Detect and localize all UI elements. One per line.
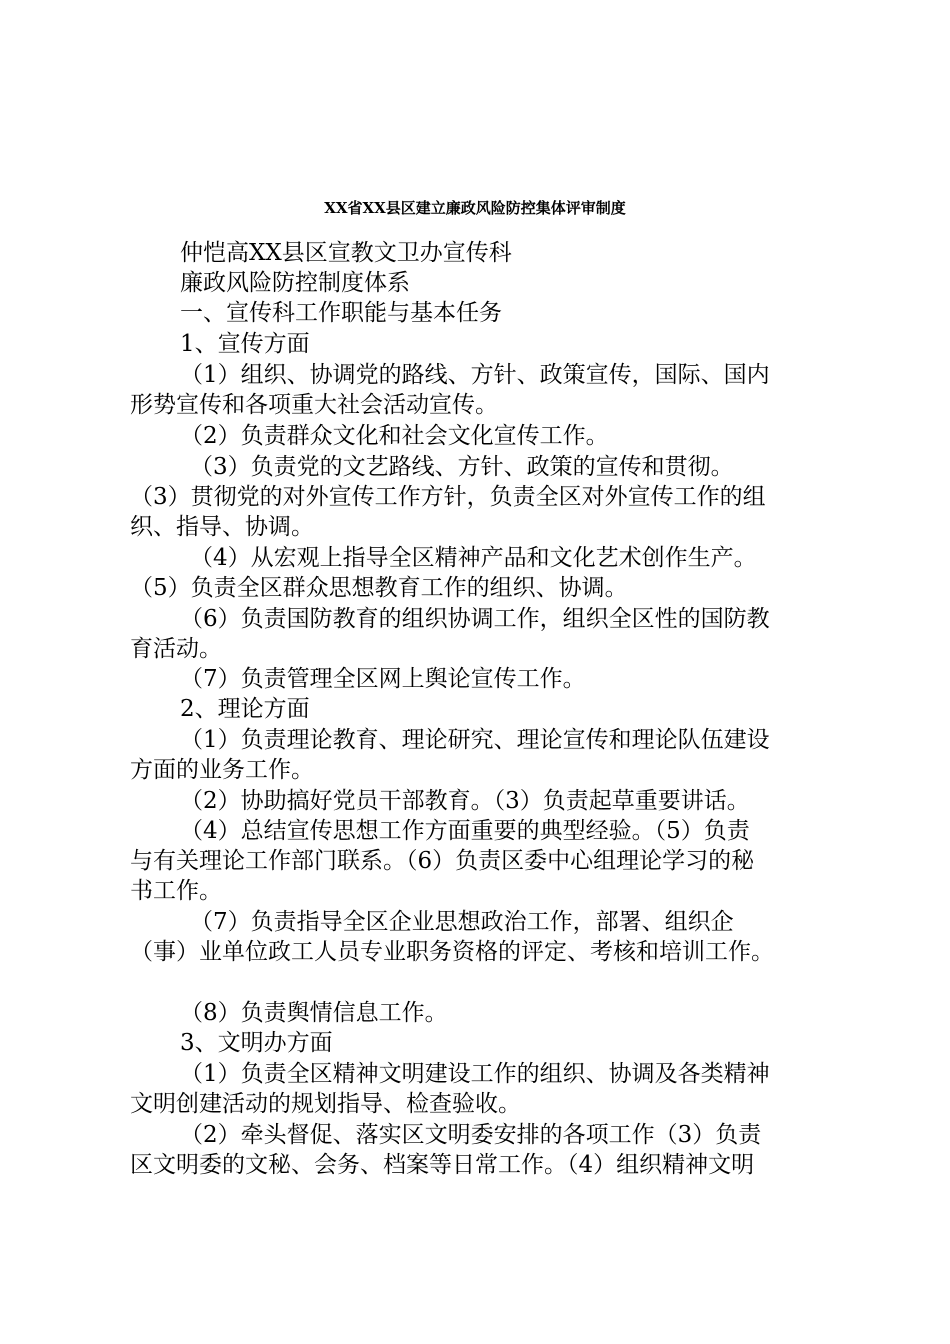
text-line: （6）负责国防教育的组织协调工作，组织全区性的国防教 — [180, 606, 770, 632]
text-line: 廉政风险防控制度体系 — [180, 270, 410, 296]
text-line: （7）负责管理全区网上舆论宣传工作。 — [180, 666, 586, 692]
text-line: （3）负责党的文艺路线、方针、政策的宣传和贯彻。 — [190, 454, 734, 480]
text-line: 育活动。 — [130, 636, 222, 662]
subsection-heading: 1、宣传方面 — [180, 331, 310, 357]
text-line: （1）组织、协调党的路线、方针、政策宣传，国际、国内 — [180, 362, 770, 388]
text-line: （2）牵头督促、落实区文明委安排的各项工作（3）负责 — [180, 1122, 762, 1148]
document-title: XX省XX县区建立廉政风险防控集体评审制度 — [324, 199, 626, 217]
text-line: （1）负责理论教育、理论研究、理论宣传和理论队伍建设 — [180, 727, 770, 753]
text-line: 文明创建活动的规划指导、检查验收。 — [130, 1091, 521, 1117]
text-line: （2）负责群众文化和社会文化宣传工作。 — [180, 423, 609, 449]
text-line: 与有关理论工作部门联系。（6）负责区委中心组理论学习的秘 — [130, 848, 755, 874]
text-line: （3）贯彻党的对外宣传工作方针，负责全区对外宣传工作的组 — [130, 484, 766, 510]
text-line: （2）协助搞好党员干部教育。（3）负责起草重要讲话。 — [180, 788, 750, 814]
text-line: （1）负责全区精神文明建设工作的组织、协调及各类精神 — [180, 1061, 770, 1087]
section-heading: 一、宣传科工作职能与基本任务 — [180, 300, 502, 326]
text-line: 方面的业务工作。 — [130, 757, 314, 783]
text-line: 区文明委的文秘、会务、档案等日常工作。（4）组织精神文明 — [130, 1152, 755, 1178]
subsection-heading: 3、文明办方面 — [180, 1030, 333, 1056]
text-line: （事）业单位政工人员专业职务资格的评定、考核和培训工作。 — [130, 939, 774, 965]
text-line: （7）负责指导全区企业思想政治工作，部署、组织企 — [190, 909, 734, 935]
text-line: 形势宣传和各项重大社会活动宣传。 — [130, 392, 498, 418]
text-line: 书工作。 — [130, 878, 222, 904]
text-line: （8）负责舆情信息工作。 — [180, 1000, 448, 1026]
text-line: （4）从宏观上指导全区精神产品和文化艺术创作生产。 — [190, 545, 757, 571]
text-line: 仲恺高XX县区宣教文卫办宣传科 — [180, 240, 512, 266]
text-line: （5）负责全区群众思想教育工作的组织、协调。 — [130, 575, 628, 601]
text-line: （4）总结宣传思想工作方面重要的典型经验。（5）负责 — [180, 818, 750, 844]
text-line: 织、指导、协调。 — [130, 514, 314, 540]
subsection-heading: 2、理论方面 — [180, 696, 310, 722]
